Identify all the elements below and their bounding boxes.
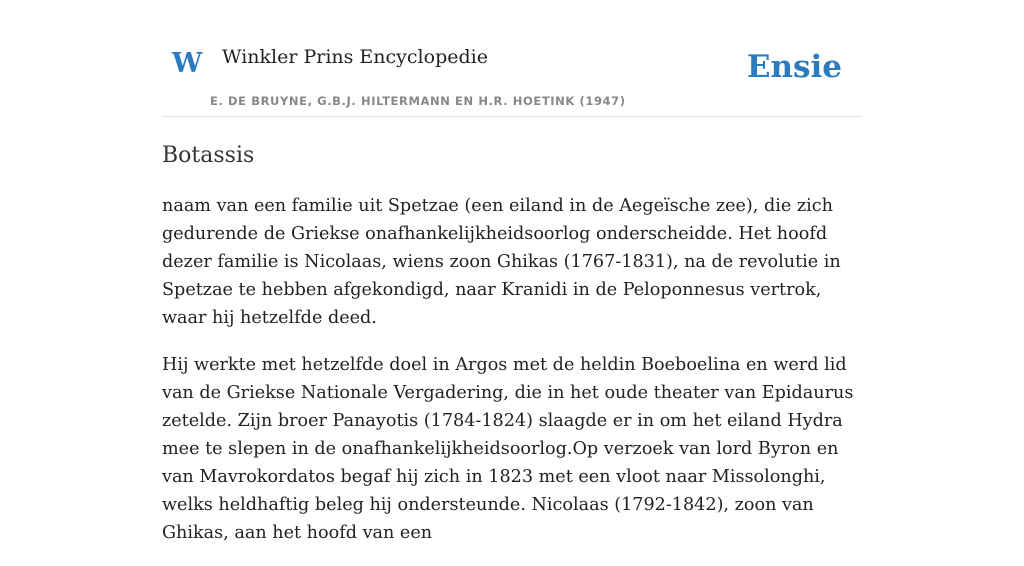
- entry-body: [162, 192, 862, 547]
- brand-logo[interactable]: Ensie: [746, 49, 842, 85]
- source-logo[interactable]: W: [172, 48, 203, 79]
- entry-paragraph: naam van een familie uit Spetzae (een eiland in de Aegeïsche zee), die zich gedurende de Griekse onafhankelijkheidsoorlog onderscheidde. Het hoofd dezer familie is Nicolaas, wiens zoon Ghikas (1767-1831), na de revolutie in Spetzae te hebben afgekondigd, naar Kranidi in de Peloponnesus vertrok, waar hij hetzelfde deed.: [162, 196, 841, 329]
- entry-title: Botassis: [162, 143, 255, 168]
- source-title[interactable]: Winkler Prins Encyclopedie: [222, 46, 488, 68]
- source-header: [162, 0, 862, 117]
- entry-paragraph: Hij werkte met hetzelfde doel in Argos met de heldin Boeboelina en werd lid van de Griekse Nationale Vergadering, die in het oude theater van Epidaurus zetelde. Zijn broer Panayotis (1784-1824) slaagde er in om het eiland Hydra mee te slepen in de onafhankelijkheidsoorlog.Op verzoek van lord Byron en van Mavrokordatos begaf hij zich in 1823 met een vloot naar Missolonghi, welks heldhaftig beleg hij ondersteunde. Nicolaas (1792-1842), zoon van Ghikas, aan het hoofd van een: [162, 355, 854, 544]
- page-container: [162, 0, 862, 566]
- source-authors: E. DE BRUYNE, G.B.J. HILTERMANN EN H.R. HOETINK (1947): [210, 94, 626, 108]
